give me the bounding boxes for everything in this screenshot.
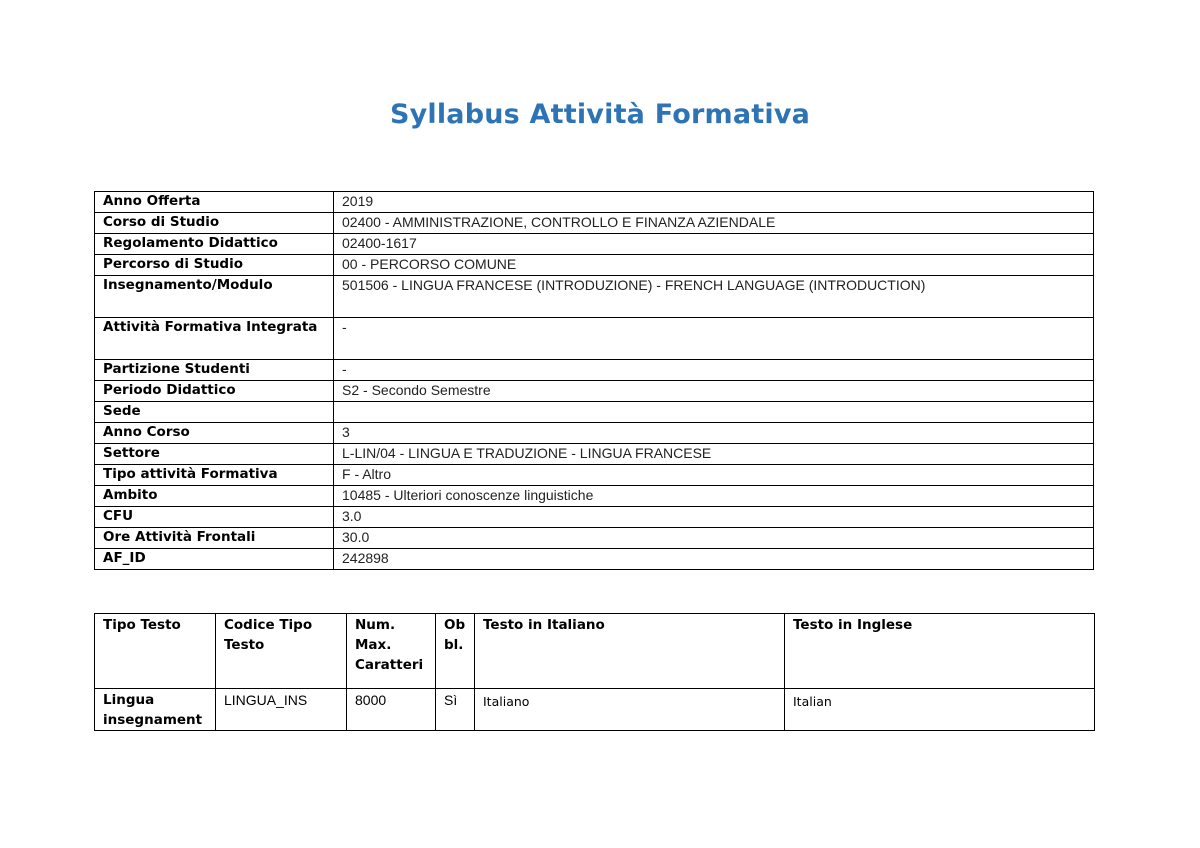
row-value: 3.0	[334, 507, 1094, 528]
row-label: Attività Formativa Integrata	[95, 318, 334, 360]
row-value: F - Altro	[334, 465, 1094, 486]
syllabus-text-table	[94, 613, 1095, 731]
table-row	[95, 234, 1094, 255]
row-label: Partizione Studenti	[95, 360, 334, 381]
table-row	[95, 444, 1094, 465]
table-row	[95, 213, 1094, 234]
row-value: L-LIN/04 - LINGUA E TRADUZIONE - LINGUA FRANCESE	[334, 444, 1094, 465]
column-header-codice-tipo-testo: Codice Tipo Testo	[216, 614, 347, 689]
row-value	[334, 402, 1094, 423]
row-label: Ambito	[95, 486, 334, 507]
row-value: 242898	[334, 549, 1094, 570]
cell-testo-inglese: Italian	[785, 689, 1095, 731]
row-label: Insegnamento/Modulo	[95, 276, 334, 318]
row-label: Settore	[95, 444, 334, 465]
row-value: 501506 - LINGUA FRANCESE (INTRODUZIONE) - FRENCH LANGUAGE (INTRODUCTION)	[334, 276, 1094, 318]
table-row	[95, 507, 1094, 528]
row-value: -	[334, 318, 1094, 360]
row-label: Corso di Studio	[95, 213, 334, 234]
row-label: CFU	[95, 507, 334, 528]
row-value: 30.0	[334, 528, 1094, 549]
row-value: S2 - Secondo Semestre	[334, 381, 1094, 402]
row-value: -	[334, 360, 1094, 381]
column-header-testo-italiano: Testo in Italiano	[475, 614, 785, 689]
row-label: Ore Attività Frontali	[95, 528, 334, 549]
row-value: 3	[334, 423, 1094, 444]
cell-obbl: Sì	[436, 689, 475, 731]
table-row	[95, 486, 1094, 507]
row-label: Regolamento Didattico	[95, 234, 334, 255]
table-row	[95, 255, 1094, 276]
row-label: Anno Offerta	[95, 192, 334, 213]
table-row	[95, 192, 1094, 213]
table-row	[95, 549, 1094, 570]
row-value: 02400 - AMMINISTRAZIONE, CONTROLLO E FINANZA AZIENDALE	[334, 213, 1094, 234]
table-row	[95, 276, 1094, 318]
table-header-row	[95, 614, 1095, 689]
course-info-table	[94, 191, 1094, 570]
row-label: Periodo Didattico	[95, 381, 334, 402]
row-label: Tipo attività Formativa	[95, 465, 334, 486]
table-row	[95, 360, 1094, 381]
column-header-tipo-testo: Tipo Testo	[95, 614, 216, 689]
column-header-testo-inglese: Testo in Inglese	[785, 614, 1095, 689]
table-row	[95, 423, 1094, 444]
table-row	[95, 465, 1094, 486]
row-label: AF_ID	[95, 549, 334, 570]
cell-num-max-caratteri: 8000	[347, 689, 436, 731]
table-row	[95, 402, 1094, 423]
row-value: 10485 - Ulteriori conoscenze linguistiche	[334, 486, 1094, 507]
row-value: 02400-1617	[334, 234, 1094, 255]
row-value: 00 - PERCORSO COMUNE	[334, 255, 1094, 276]
table-row	[95, 528, 1094, 549]
table-row	[95, 318, 1094, 360]
row-label: Anno Corso	[95, 423, 334, 444]
row-value: 2019	[334, 192, 1094, 213]
cell-codice-tipo-testo: LINGUA_INS	[216, 689, 347, 731]
row-label: Sede	[95, 402, 334, 423]
row-label: Percorso di Studio	[95, 255, 334, 276]
table-row	[95, 689, 1095, 731]
table-row	[95, 381, 1094, 402]
column-header-num-max-caratteri: Num. Max. Caratteri	[347, 614, 436, 689]
column-header-obbl: Ob bl.	[436, 614, 475, 689]
cell-testo-italiano: Italiano	[475, 689, 785, 731]
page-title: Syllabus Attività Formativa	[389, 99, 811, 130]
cell-tipo-testo: Lingua insegnament	[95, 689, 216, 731]
